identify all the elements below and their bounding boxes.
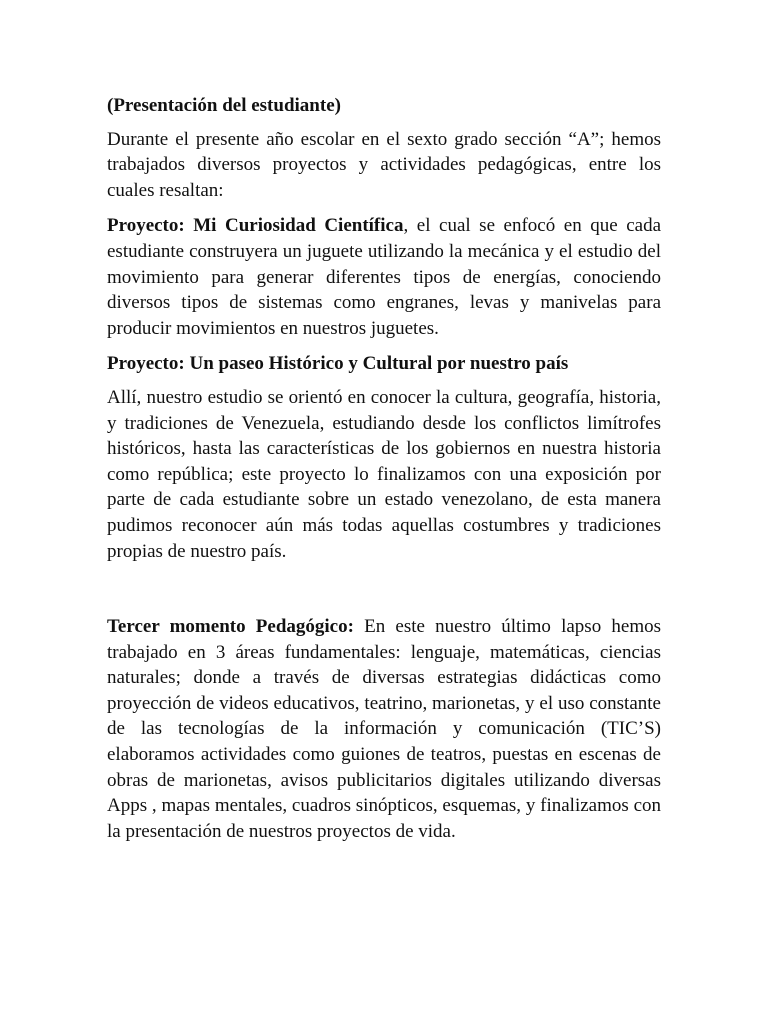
intro-paragraph <box>107 127 661 204</box>
document-page <box>107 93 661 854</box>
project2-text: Allí, nuestro estudio se orientó en conocer la cultura, geografía, historia, y tradiciones de Venezuela, estudiando desde los conflictos limítrofes históricos, hasta las características de los gobiernos en nuestra historia como república; este proyecto lo finalizamos con una exposición por parte de cada estudiante sobre un estado venezolano, de esta manera pudimos reconocer aún más todas aquellas costumbres y tradiciones propias de nuestro país. <box>107 386 661 562</box>
third-moment-label: Tercer momento Pedagógico: <box>107 616 354 638</box>
section-spacer <box>107 574 661 614</box>
third-moment-text: En este nuestro último lapso hemos trabajado en 3 áreas fundamentales: lenguaje, matemáticas, ciencias naturales; donde a través de diversas estrategias didácticas como proyección de videos educativos, teatrino, marionetas, y el uso constante de las tecnologías de la información y comunicación (TIC’S) elaboramos actividades como guiones de teatros, puestas en escenas de obras de marionetas, avisos publicitarios digitales utilizando diversas Apps , mapas mentales, cuadros sinópticos, esquemas, y finalizamos con la presentación de nuestros proyectos de vida. <box>107 616 661 842</box>
document-title: (Presentación del estudiante) <box>107 95 341 116</box>
project1-label: Proyecto: Mi Curiosidad Científica <box>107 215 404 237</box>
project1-paragraph <box>107 213 661 341</box>
project2-heading: Proyecto: Un paseo Histórico y Cultural por nuestro país <box>107 353 569 375</box>
third-moment-paragraph <box>107 614 661 844</box>
intro-text: Durante el presente año escolar en el sexto grado sección “A”; hemos trabajados diversos proyectos y actividades pedagógicas, entre los cuales resaltan: <box>107 128 661 201</box>
project1-text: , el cual se enfocó en que cada estudiante construyera un juguete utilizando la mecánica y el estudio del movimiento para generar diferentes tipos de energías, conociendo diversos tipos de sistemas como engranes, levas y manivelas para producir movimientos en nuestros juguetes. <box>107 215 661 339</box>
project2-paragraph <box>107 385 661 564</box>
